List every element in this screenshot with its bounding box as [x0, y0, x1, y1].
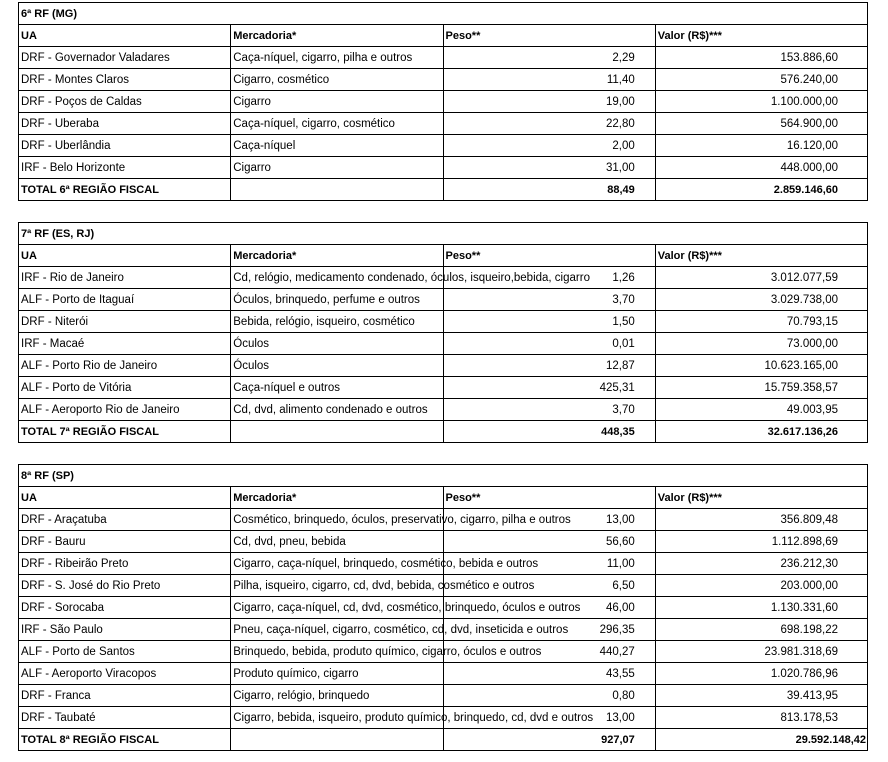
cell-mercadoria: Caça-níquel: [231, 135, 443, 157]
cell-mercadoria: Bebida, relógio, isqueiro, cosmético: [231, 311, 443, 333]
table-row: [19, 311, 868, 333]
cell-mercadoria: Cigarro, bebida, isqueiro, produto químico, brinquedo, cd, dvd e outros: [231, 707, 443, 729]
cell-valor: 16.120,00: [655, 135, 867, 157]
cell-valor: 1.112.898,69: [655, 531, 867, 553]
cell-mercadoria: Cigarro, cosmético: [231, 69, 443, 91]
cell-peso: 11,00: [443, 553, 655, 575]
header-mercadoria: Mercadoria*: [231, 487, 443, 509]
cell-mercadoria: Cd, dvd, pneu, bebida: [231, 531, 443, 553]
header-row: [19, 245, 868, 267]
cell-mercadoria: Pneu, caça-níquel, cigarro, cosmético, cd, dvd, inseticida e outros: [231, 619, 443, 641]
table-row: [19, 399, 868, 421]
table-row: [19, 619, 868, 641]
cell-ua: IRF - Belo Horizonte: [19, 157, 231, 179]
table-row: [19, 707, 868, 729]
cell-peso: 425,31: [443, 377, 655, 399]
cell-valor: 39.413,95: [655, 685, 867, 707]
header-mercadoria: Mercadoria*: [231, 25, 443, 47]
total-peso: 88,49: [443, 179, 655, 201]
cell-valor: 564.900,00: [655, 113, 867, 135]
region-title: 6ª RF (MG): [19, 3, 868, 25]
cell-peso: 1,26: [443, 267, 655, 289]
region-title-row: [19, 223, 868, 245]
cell-peso: 3,70: [443, 399, 655, 421]
cell-valor: 236.212,30: [655, 553, 867, 575]
cell-peso: 440,27: [443, 641, 655, 663]
cell-peso: 12,87: [443, 355, 655, 377]
cell-mercadoria: Cigarro, caça-níquel, cd, dvd, cosmético, brinquedo, óculos e outros: [231, 597, 443, 619]
table-row: [19, 135, 868, 157]
table-row: [19, 553, 868, 575]
total-peso: 927,07: [443, 729, 655, 751]
cell-peso: 31,00: [443, 157, 655, 179]
header-ua: UA: [19, 25, 231, 47]
header-peso: Peso**: [443, 245, 655, 267]
cell-peso: 56,60: [443, 531, 655, 553]
cell-peso: 22,80: [443, 113, 655, 135]
table-row: [19, 47, 868, 69]
cell-valor: 1.130.331,60: [655, 597, 867, 619]
cell-peso: 0,80: [443, 685, 655, 707]
cell-ua: ALF - Porto de Itaguaí: [19, 289, 231, 311]
cell-peso: 11,40: [443, 69, 655, 91]
cell-mercadoria: Cigarro, relógio, brinquedo: [231, 685, 443, 707]
cell-ua: DRF - S. José do Rio Preto: [19, 575, 231, 597]
cell-valor: 23.981.318,69: [655, 641, 867, 663]
cell-ua: ALF - Porto de Vitória: [19, 377, 231, 399]
table-row: [19, 289, 868, 311]
cell-mercadoria: Produto químico, cigarro: [231, 663, 443, 685]
header-mercadoria: Mercadoria*: [231, 245, 443, 267]
cell-mercadoria: Óculos: [231, 355, 443, 377]
cell-ua: ALF - Aeroporto Rio de Janeiro: [19, 399, 231, 421]
cell-ua: DRF - Ribeirão Preto: [19, 553, 231, 575]
region-title-row: [19, 3, 868, 25]
cell-ua: DRF - Sorocaba: [19, 597, 231, 619]
cell-peso: 2,00: [443, 135, 655, 157]
cell-ua: DRF - Uberaba: [19, 113, 231, 135]
cell-mercadoria: Cigarro: [231, 157, 443, 179]
cell-peso: 46,00: [443, 597, 655, 619]
table-row: [19, 685, 868, 707]
cell-ua: DRF - Franca: [19, 685, 231, 707]
total-empty: [231, 729, 443, 751]
table-row: [19, 531, 868, 553]
cell-mercadoria: Brinquedo, bebida, produto químico, cigarro, óculos e outros: [231, 641, 443, 663]
region-title: 7ª RF (ES, RJ): [19, 223, 868, 245]
cell-valor: 153.886,60: [655, 47, 867, 69]
header-ua: UA: [19, 487, 231, 509]
cell-valor: 1.100.000,00: [655, 91, 867, 113]
table-row: [19, 333, 868, 355]
cell-valor: 576.240,00: [655, 69, 867, 91]
cell-ua: DRF - Bauru: [19, 531, 231, 553]
cell-mercadoria: Cd, relógio, medicamento condenado, óculos, isqueiro,bebida, cigarro: [231, 267, 443, 289]
header-ua: UA: [19, 245, 231, 267]
header-row: [19, 25, 868, 47]
cell-ua: DRF - Governador Valadares: [19, 47, 231, 69]
cell-ua: DRF - Taubaté: [19, 707, 231, 729]
cell-valor: 203.000,00: [655, 575, 867, 597]
total-valor: 32.617.136,26: [655, 421, 867, 443]
table-row: [19, 377, 868, 399]
header-valor: Valor (R$)***: [655, 25, 867, 47]
header-peso: Peso**: [443, 487, 655, 509]
total-row: [19, 421, 868, 443]
cell-valor: 698.198,22: [655, 619, 867, 641]
cell-mercadoria: Caça-níquel, cigarro, cosmético: [231, 113, 443, 135]
cell-peso: 1,50: [443, 311, 655, 333]
total-empty: [231, 179, 443, 201]
cell-mercadoria: Cd, dvd, alimento condenado e outros: [231, 399, 443, 421]
cell-peso: 6,50: [443, 575, 655, 597]
cell-ua: DRF - Poços de Caldas: [19, 91, 231, 113]
cell-ua: IRF - São Paulo: [19, 619, 231, 641]
header-valor: Valor (R$)***: [655, 245, 867, 267]
header-row: [19, 487, 868, 509]
cell-peso: 13,00: [443, 509, 655, 531]
cell-mercadoria: Caça-níquel, cigarro, pilha e outros: [231, 47, 443, 69]
table-row: [19, 575, 868, 597]
cell-ua: IRF - Rio de Janeiro: [19, 267, 231, 289]
cell-mercadoria: Cosmético, brinquedo, óculos, preservativo, cigarro, pilha e outros: [231, 509, 443, 531]
total-label: TOTAL 7ª REGIÃO FISCAL: [19, 421, 231, 443]
header-valor: Valor (R$)***: [655, 487, 867, 509]
cell-ua: ALF - Aeroporto Viracopos: [19, 663, 231, 685]
table-row: [19, 69, 868, 91]
cell-peso: 43,55: [443, 663, 655, 685]
cell-valor: 73.000,00: [655, 333, 867, 355]
cell-valor: 49.003,95: [655, 399, 867, 421]
region-title: 8ª RF (SP): [19, 465, 868, 487]
cell-ua: DRF - Montes Claros: [19, 69, 231, 91]
cell-peso: 0,01: [443, 333, 655, 355]
cell-ua: DRF - Uberlândia: [19, 135, 231, 157]
cell-valor: 15.759.358,57: [655, 377, 867, 399]
cell-valor: 70.793,15: [655, 311, 867, 333]
total-row: [19, 179, 868, 201]
cell-ua: IRF - Macaé: [19, 333, 231, 355]
cell-peso: 3,70: [443, 289, 655, 311]
total-empty: [231, 421, 443, 443]
table-row: [19, 267, 868, 289]
cell-peso: 296,35: [443, 619, 655, 641]
cell-ua: DRF - Niterói: [19, 311, 231, 333]
table-row: [19, 509, 868, 531]
cell-valor: 448.000,00: [655, 157, 867, 179]
cell-peso: 19,00: [443, 91, 655, 113]
total-peso: 448,35: [443, 421, 655, 443]
cell-mercadoria: Cigarro, caça-níquel, brinquedo, cosmético, bebida e outros: [231, 553, 443, 575]
region-table-7: [18, 222, 868, 443]
table-row: [19, 597, 868, 619]
total-valor: 2.859.146,60: [655, 179, 867, 201]
cell-mercadoria: Caça-níquel e outros: [231, 377, 443, 399]
region-title-row: [19, 465, 868, 487]
table-row: [19, 113, 868, 135]
cell-mercadoria: Pilha, isqueiro, cigarro, cd, dvd, bebida, cosmético e outros: [231, 575, 443, 597]
cell-mercadoria: Cigarro: [231, 91, 443, 113]
cell-peso: 2,29: [443, 47, 655, 69]
cell-valor: 1.020.786,96: [655, 663, 867, 685]
cell-ua: DRF - Araçatuba: [19, 509, 231, 531]
table-row: [19, 663, 868, 685]
table-row: [19, 157, 868, 179]
total-label: TOTAL 8ª REGIÃO FISCAL: [19, 729, 231, 751]
region-table-8: [18, 464, 868, 751]
cell-ua: ALF - Porto Rio de Janeiro: [19, 355, 231, 377]
cell-mercadoria: Óculos: [231, 333, 443, 355]
cell-peso: 13,00: [443, 707, 655, 729]
cell-valor: 356.809,48: [655, 509, 867, 531]
table-row: [19, 641, 868, 663]
cell-mercadoria: Óculos, brinquedo, perfume e outros: [231, 289, 443, 311]
table-row: [19, 355, 868, 377]
region-table-6: [18, 2, 868, 201]
cell-valor: 10.623.165,00: [655, 355, 867, 377]
cell-valor: 3.029.738,00: [655, 289, 867, 311]
total-row: [19, 729, 868, 751]
cell-valor: 813.178,53: [655, 707, 867, 729]
cell-valor: 3.012.077,59: [655, 267, 867, 289]
header-peso: Peso**: [443, 25, 655, 47]
cell-ua: ALF - Porto de Santos: [19, 641, 231, 663]
total-label: TOTAL 6ª REGIÃO FISCAL: [19, 179, 231, 201]
total-valor: 29.592.148,42: [655, 729, 867, 751]
table-row: [19, 91, 868, 113]
